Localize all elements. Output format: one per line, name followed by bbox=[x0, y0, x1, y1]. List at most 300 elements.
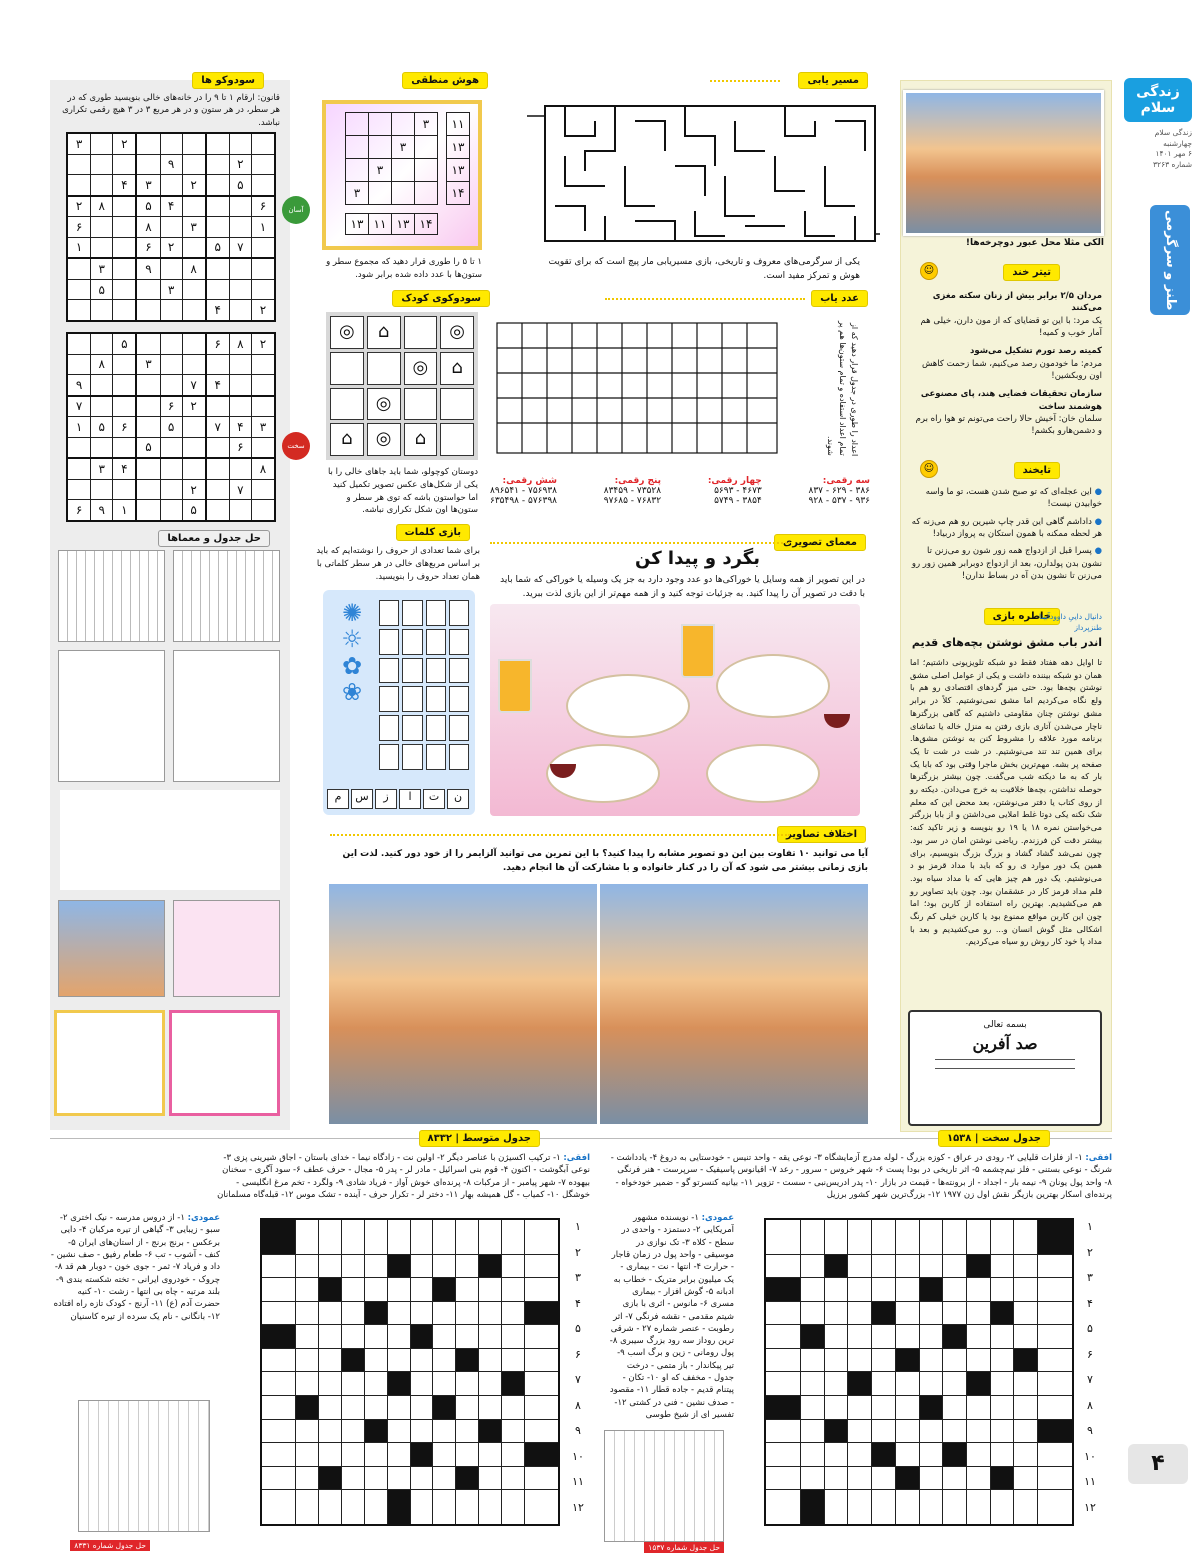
crossword-cell[interactable] bbox=[364, 1254, 387, 1278]
sudoku-cell[interactable] bbox=[182, 437, 206, 458]
sudoku-cell[interactable] bbox=[160, 458, 182, 479]
sudoku-cell[interactable] bbox=[182, 333, 206, 354]
word-cell[interactable] bbox=[402, 715, 422, 741]
crossword-cell[interactable] bbox=[966, 1443, 990, 1467]
sudoku-cell[interactable] bbox=[251, 154, 275, 174]
crossword-cell[interactable] bbox=[1014, 1278, 1038, 1302]
crossword-cell[interactable] bbox=[295, 1419, 318, 1443]
sudoku-cell[interactable] bbox=[67, 154, 91, 174]
crossword-cell[interactable] bbox=[433, 1325, 456, 1349]
sudoku-cell[interactable] bbox=[229, 300, 251, 321]
sudoku-cell[interactable] bbox=[251, 500, 275, 521]
crossword-cell[interactable] bbox=[261, 1466, 295, 1490]
crossword-cell[interactable] bbox=[261, 1395, 295, 1419]
crossword-cell[interactable] bbox=[456, 1278, 479, 1302]
crossword-cell[interactable] bbox=[456, 1372, 479, 1396]
crossword-cell[interactable] bbox=[341, 1419, 364, 1443]
crossword-cell[interactable] bbox=[919, 1419, 943, 1443]
sudoku-cell[interactable] bbox=[229, 133, 251, 154]
crossword-cell[interactable] bbox=[261, 1372, 295, 1396]
crossword-cell[interactable] bbox=[364, 1395, 387, 1419]
sudoku-cell[interactable] bbox=[229, 258, 251, 279]
crossword-cell[interactable] bbox=[318, 1490, 341, 1525]
crossword-cell[interactable] bbox=[502, 1254, 525, 1278]
crossword-cell[interactable] bbox=[456, 1254, 479, 1278]
sudoku-cell[interactable] bbox=[113, 479, 137, 499]
crossword-cell[interactable] bbox=[765, 1490, 801, 1525]
crossword-cell[interactable] bbox=[479, 1301, 502, 1325]
crossword-cell[interactable] bbox=[990, 1325, 1014, 1349]
sudoku-cell[interactable] bbox=[113, 375, 137, 396]
sudoku-cell[interactable] bbox=[113, 396, 137, 417]
crossword-cell[interactable] bbox=[919, 1325, 943, 1349]
crossword-cell[interactable] bbox=[990, 1278, 1014, 1302]
word-cell[interactable] bbox=[379, 715, 399, 741]
crossword-cell[interactable] bbox=[410, 1372, 433, 1396]
sudoku-cell[interactable] bbox=[182, 133, 206, 154]
crossword-cell[interactable] bbox=[410, 1490, 433, 1525]
word-cell[interactable] bbox=[449, 600, 469, 626]
crossword-cell[interactable] bbox=[387, 1395, 410, 1419]
crossword-cell[interactable] bbox=[433, 1219, 456, 1254]
crossword-cell[interactable] bbox=[295, 1466, 318, 1490]
crossword-cell[interactable] bbox=[943, 1466, 967, 1490]
sudoku-cell[interactable] bbox=[229, 458, 251, 479]
sudoku-cell[interactable] bbox=[206, 479, 230, 499]
crossword-cell[interactable] bbox=[966, 1490, 990, 1525]
sudoku-cell[interactable] bbox=[136, 500, 160, 521]
crossword-cell[interactable] bbox=[1037, 1372, 1073, 1396]
crossword-cell[interactable] bbox=[801, 1419, 825, 1443]
crossword-cell[interactable] bbox=[341, 1301, 364, 1325]
crossword-cell[interactable] bbox=[919, 1254, 943, 1278]
crossword-cell[interactable] bbox=[456, 1443, 479, 1467]
sudoku-cell[interactable] bbox=[113, 279, 137, 299]
word-cell[interactable] bbox=[449, 744, 469, 770]
crossword-cell[interactable] bbox=[295, 1443, 318, 1467]
crossword-cell[interactable] bbox=[525, 1325, 559, 1349]
crossword-cell[interactable] bbox=[410, 1466, 433, 1490]
crossword-cell[interactable] bbox=[341, 1219, 364, 1254]
crossword-cell[interactable] bbox=[848, 1325, 872, 1349]
sudoku-cell[interactable] bbox=[91, 300, 113, 321]
sudoku-cell[interactable] bbox=[91, 396, 113, 417]
word-cell[interactable] bbox=[426, 658, 446, 684]
sudoku-cell[interactable] bbox=[136, 479, 160, 499]
sudoku-cell[interactable] bbox=[91, 154, 113, 174]
sudoku-cell[interactable] bbox=[160, 500, 182, 521]
crossword-cell[interactable] bbox=[765, 1219, 801, 1254]
sudoku-cell[interactable] bbox=[251, 479, 275, 499]
kid-sudoku-cell[interactable] bbox=[330, 388, 364, 421]
crossword-cell[interactable] bbox=[765, 1372, 801, 1396]
crossword-cell[interactable] bbox=[502, 1325, 525, 1349]
crossword-cell[interactable] bbox=[919, 1301, 943, 1325]
crossword-cell[interactable] bbox=[765, 1254, 801, 1278]
sudoku-cell[interactable] bbox=[182, 458, 206, 479]
crossword-cell[interactable] bbox=[502, 1348, 525, 1372]
crossword-cell[interactable] bbox=[410, 1219, 433, 1254]
sudoku-cell[interactable] bbox=[206, 175, 230, 196]
crossword-cell[interactable] bbox=[801, 1254, 825, 1278]
sudoku-cell[interactable] bbox=[182, 196, 206, 217]
sudoku-cell[interactable] bbox=[251, 279, 275, 299]
sudoku-cell[interactable] bbox=[91, 375, 113, 396]
crossword-cell[interactable] bbox=[943, 1372, 967, 1396]
crossword-cell[interactable] bbox=[872, 1372, 896, 1396]
crossword-cell[interactable] bbox=[966, 1278, 990, 1302]
crossword-cell[interactable] bbox=[502, 1490, 525, 1525]
crossword-cell[interactable] bbox=[990, 1372, 1014, 1396]
sudoku-cell[interactable] bbox=[67, 175, 91, 196]
word-cell[interactable] bbox=[379, 629, 399, 655]
crossword-cell[interactable] bbox=[895, 1395, 919, 1419]
crossword-cell[interactable] bbox=[387, 1419, 410, 1443]
crossword-cell[interactable] bbox=[433, 1466, 456, 1490]
crossword-cell[interactable] bbox=[943, 1301, 967, 1325]
crossword-cell[interactable] bbox=[318, 1325, 341, 1349]
crossword-cell[interactable] bbox=[525, 1419, 559, 1443]
sudoku-cell[interactable] bbox=[91, 175, 113, 196]
crossword-cell[interactable] bbox=[433, 1443, 456, 1467]
sudoku-cell[interactable] bbox=[113, 258, 137, 279]
crossword-cell[interactable] bbox=[387, 1325, 410, 1349]
crossword-cell[interactable] bbox=[895, 1254, 919, 1278]
kid-sudoku-cell[interactable] bbox=[440, 423, 474, 456]
crossword-cell[interactable] bbox=[943, 1419, 967, 1443]
word-cell[interactable] bbox=[449, 686, 469, 712]
crossword-cell[interactable] bbox=[341, 1443, 364, 1467]
crossword-cell[interactable] bbox=[943, 1348, 967, 1372]
crossword-cell[interactable] bbox=[872, 1325, 896, 1349]
crossword-cell[interactable] bbox=[824, 1219, 848, 1254]
crossword-cell[interactable] bbox=[295, 1372, 318, 1396]
crossword-cell[interactable] bbox=[801, 1466, 825, 1490]
crossword-cell[interactable] bbox=[318, 1219, 341, 1254]
sudoku-cell[interactable] bbox=[229, 217, 251, 237]
sudoku-cell[interactable] bbox=[113, 300, 137, 321]
sudoku-cell[interactable] bbox=[251, 237, 275, 258]
crossword-cell[interactable] bbox=[824, 1348, 848, 1372]
sudoku-cell[interactable] bbox=[160, 133, 182, 154]
crossword-cell[interactable] bbox=[502, 1219, 525, 1254]
word-cell[interactable] bbox=[379, 686, 399, 712]
sudoku-cell[interactable] bbox=[113, 354, 137, 374]
crossword-cell[interactable] bbox=[765, 1443, 801, 1467]
crossword-cell[interactable] bbox=[872, 1348, 896, 1372]
sudoku-cell[interactable] bbox=[136, 133, 160, 154]
crossword-cell[interactable] bbox=[1037, 1278, 1073, 1302]
crossword-cell[interactable] bbox=[479, 1219, 502, 1254]
crossword-cell[interactable] bbox=[364, 1325, 387, 1349]
sudoku-cell[interactable] bbox=[229, 396, 251, 417]
word-cell[interactable] bbox=[402, 658, 422, 684]
kid-sudoku-cell[interactable] bbox=[404, 388, 438, 421]
sudoku-cell[interactable] bbox=[206, 196, 230, 217]
sudoku-cell[interactable] bbox=[136, 333, 160, 354]
crossword-cell[interactable] bbox=[872, 1490, 896, 1525]
sudoku-cell[interactable] bbox=[91, 437, 113, 458]
crossword-cell[interactable] bbox=[990, 1395, 1014, 1419]
kid-sudoku-cell[interactable] bbox=[330, 352, 364, 385]
sudoku-cell[interactable] bbox=[113, 237, 137, 258]
crossword-cell[interactable] bbox=[872, 1278, 896, 1302]
crossword-cell[interactable] bbox=[456, 1219, 479, 1254]
crossword-cell[interactable] bbox=[801, 1372, 825, 1396]
sudoku-cell[interactable] bbox=[113, 217, 137, 237]
crossword-cell[interactable] bbox=[919, 1490, 943, 1525]
sudoku-cell[interactable] bbox=[160, 300, 182, 321]
crossword-cell[interactable] bbox=[801, 1348, 825, 1372]
sudoku-cell[interactable] bbox=[206, 258, 230, 279]
crossword-cell[interactable] bbox=[1014, 1466, 1038, 1490]
crossword-cell[interactable] bbox=[341, 1325, 364, 1349]
crossword-cell[interactable] bbox=[895, 1301, 919, 1325]
crossword-cell[interactable] bbox=[456, 1325, 479, 1349]
sudoku-cell[interactable] bbox=[136, 279, 160, 299]
crossword-cell[interactable] bbox=[387, 1348, 410, 1372]
sudoku-cell[interactable] bbox=[113, 154, 137, 174]
crossword-cell[interactable] bbox=[261, 1254, 295, 1278]
crossword-cell[interactable] bbox=[966, 1395, 990, 1419]
sudoku-cell[interactable] bbox=[91, 133, 113, 154]
crossword-cell[interactable] bbox=[765, 1419, 801, 1443]
crossword-cell[interactable] bbox=[410, 1395, 433, 1419]
crossword-cell[interactable] bbox=[479, 1490, 502, 1525]
crossword-cell[interactable] bbox=[410, 1348, 433, 1372]
crossword-cell[interactable] bbox=[1014, 1419, 1038, 1443]
sudoku-cell[interactable] bbox=[182, 417, 206, 437]
crossword-cell[interactable] bbox=[318, 1395, 341, 1419]
crossword-cell[interactable] bbox=[919, 1348, 943, 1372]
crossword-cell[interactable] bbox=[895, 1372, 919, 1396]
crossword-cell[interactable] bbox=[479, 1466, 502, 1490]
crossword-cell[interactable] bbox=[801, 1395, 825, 1419]
crossword-cell[interactable] bbox=[801, 1278, 825, 1302]
crossword-cell[interactable] bbox=[966, 1348, 990, 1372]
crossword-cell[interactable] bbox=[387, 1301, 410, 1325]
crossword-cell[interactable] bbox=[410, 1278, 433, 1302]
sudoku-cell[interactable] bbox=[91, 479, 113, 499]
crossword-cell[interactable] bbox=[479, 1395, 502, 1419]
word-cell[interactable] bbox=[449, 658, 469, 684]
word-cell[interactable] bbox=[402, 744, 422, 770]
sudoku-cell[interactable] bbox=[160, 333, 182, 354]
crossword-cell[interactable] bbox=[364, 1372, 387, 1396]
crossword-cell[interactable] bbox=[295, 1254, 318, 1278]
sudoku-cell[interactable] bbox=[136, 375, 160, 396]
crossword-cell[interactable] bbox=[824, 1395, 848, 1419]
sudoku-cell[interactable] bbox=[206, 437, 230, 458]
crossword-cell[interactable] bbox=[824, 1278, 848, 1302]
word-cell[interactable] bbox=[426, 744, 446, 770]
crossword-cell[interactable] bbox=[919, 1443, 943, 1467]
crossword-cell[interactable] bbox=[364, 1443, 387, 1467]
crossword-cell[interactable] bbox=[895, 1278, 919, 1302]
sudoku-cell[interactable] bbox=[160, 175, 182, 196]
crossword-cell[interactable] bbox=[895, 1325, 919, 1349]
sudoku-cell[interactable] bbox=[113, 437, 137, 458]
crossword-cell[interactable] bbox=[318, 1348, 341, 1372]
crossword-cell[interactable] bbox=[966, 1301, 990, 1325]
sudoku-cell[interactable] bbox=[206, 279, 230, 299]
crossword-cell[interactable] bbox=[848, 1490, 872, 1525]
crossword-cell[interactable] bbox=[525, 1219, 559, 1254]
crossword-cell[interactable] bbox=[895, 1443, 919, 1467]
kid-sudoku-cell[interactable] bbox=[404, 316, 438, 349]
sudoku-cell[interactable] bbox=[251, 375, 275, 396]
crossword-cell[interactable] bbox=[990, 1419, 1014, 1443]
sudoku-cell[interactable] bbox=[251, 258, 275, 279]
crossword-cell[interactable] bbox=[341, 1490, 364, 1525]
sudoku-cell[interactable] bbox=[67, 479, 91, 499]
crossword-cell[interactable] bbox=[1037, 1254, 1073, 1278]
crossword-cell[interactable] bbox=[525, 1395, 559, 1419]
crossword-cell[interactable] bbox=[872, 1219, 896, 1254]
sudoku-cell[interactable] bbox=[229, 375, 251, 396]
sudoku-cell[interactable] bbox=[229, 500, 251, 521]
crossword-cell[interactable] bbox=[433, 1348, 456, 1372]
crossword-cell[interactable] bbox=[943, 1395, 967, 1419]
crossword-cell[interactable] bbox=[456, 1419, 479, 1443]
sudoku-cell[interactable] bbox=[91, 237, 113, 258]
word-cell[interactable] bbox=[379, 600, 399, 626]
sudoku-cell[interactable] bbox=[67, 354, 91, 374]
crossword-cell[interactable] bbox=[479, 1372, 502, 1396]
crossword-cell[interactable] bbox=[801, 1443, 825, 1467]
crossword-cell[interactable] bbox=[824, 1490, 848, 1525]
crossword-cell[interactable] bbox=[261, 1301, 295, 1325]
crossword-cell[interactable] bbox=[479, 1325, 502, 1349]
crossword-cell[interactable] bbox=[872, 1254, 896, 1278]
crossword-cell[interactable] bbox=[1014, 1219, 1038, 1254]
crossword-cell[interactable] bbox=[966, 1219, 990, 1254]
crossword-cell[interactable] bbox=[261, 1348, 295, 1372]
crossword-cell[interactable] bbox=[1037, 1348, 1073, 1372]
sudoku-cell[interactable] bbox=[182, 279, 206, 299]
crossword-cell[interactable] bbox=[765, 1348, 801, 1372]
sudoku-cell[interactable] bbox=[229, 196, 251, 217]
crossword-cell[interactable] bbox=[943, 1219, 967, 1254]
crossword-cell[interactable] bbox=[1014, 1301, 1038, 1325]
sudoku-cell[interactable] bbox=[67, 458, 91, 479]
crossword-cell[interactable] bbox=[410, 1254, 433, 1278]
crossword-cell[interactable] bbox=[525, 1490, 559, 1525]
sudoku-cell[interactable] bbox=[160, 354, 182, 374]
crossword-cell[interactable] bbox=[433, 1419, 456, 1443]
crossword-cell[interactable] bbox=[966, 1466, 990, 1490]
word-cell[interactable] bbox=[426, 686, 446, 712]
crossword-cell[interactable] bbox=[872, 1395, 896, 1419]
crossword-cell[interactable] bbox=[318, 1443, 341, 1467]
crossword-cell[interactable] bbox=[387, 1219, 410, 1254]
sudoku-cell[interactable] bbox=[251, 396, 275, 417]
sudoku-cell[interactable] bbox=[67, 279, 91, 299]
word-cell[interactable] bbox=[379, 744, 399, 770]
crossword-cell[interactable] bbox=[990, 1490, 1014, 1525]
sudoku-cell[interactable] bbox=[67, 333, 91, 354]
sudoku-cell[interactable] bbox=[136, 300, 160, 321]
crossword-cell[interactable] bbox=[410, 1419, 433, 1443]
crossword-cell[interactable] bbox=[919, 1372, 943, 1396]
sudoku-cell[interactable] bbox=[206, 217, 230, 237]
crossword-cell[interactable] bbox=[261, 1490, 295, 1525]
crossword-cell[interactable] bbox=[341, 1278, 364, 1302]
crossword-cell[interactable] bbox=[479, 1348, 502, 1372]
word-cell[interactable] bbox=[426, 629, 446, 655]
sudoku-cell[interactable] bbox=[136, 458, 160, 479]
crossword-cell[interactable] bbox=[895, 1219, 919, 1254]
crossword-cell[interactable] bbox=[261, 1278, 295, 1302]
crossword-cell[interactable] bbox=[824, 1372, 848, 1396]
crossword-cell[interactable] bbox=[341, 1466, 364, 1490]
crossword-cell[interactable] bbox=[1037, 1325, 1073, 1349]
crossword-cell[interactable] bbox=[848, 1254, 872, 1278]
crossword-cell[interactable] bbox=[433, 1372, 456, 1396]
kid-sudoku-cell[interactable] bbox=[367, 352, 401, 385]
crossword-cell[interactable] bbox=[1037, 1466, 1073, 1490]
crossword-cell[interactable] bbox=[433, 1254, 456, 1278]
crossword-cell[interactable] bbox=[295, 1301, 318, 1325]
word-cell[interactable] bbox=[426, 715, 446, 741]
word-cell[interactable] bbox=[402, 600, 422, 626]
crossword-cell[interactable] bbox=[525, 1278, 559, 1302]
crossword-cell[interactable] bbox=[525, 1372, 559, 1396]
crossword-cell[interactable] bbox=[848, 1301, 872, 1325]
crossword-cell[interactable] bbox=[824, 1466, 848, 1490]
crossword-cell[interactable] bbox=[801, 1301, 825, 1325]
word-cell[interactable] bbox=[402, 629, 422, 655]
crossword-cell[interactable] bbox=[318, 1419, 341, 1443]
crossword-cell[interactable] bbox=[848, 1219, 872, 1254]
sudoku-cell[interactable] bbox=[182, 154, 206, 174]
crossword-cell[interactable] bbox=[1037, 1395, 1073, 1419]
crossword-cell[interactable] bbox=[295, 1348, 318, 1372]
crossword-cell[interactable] bbox=[295, 1490, 318, 1525]
sudoku-cell[interactable] bbox=[136, 417, 160, 437]
crossword-cell[interactable] bbox=[848, 1348, 872, 1372]
sudoku-cell[interactable] bbox=[206, 458, 230, 479]
crossword-cell[interactable] bbox=[848, 1395, 872, 1419]
crossword-cell[interactable] bbox=[966, 1419, 990, 1443]
sudoku-cell[interactable] bbox=[136, 396, 160, 417]
crossword-cell[interactable] bbox=[895, 1490, 919, 1525]
crossword-cell[interactable] bbox=[1014, 1372, 1038, 1396]
sudoku-cell[interactable] bbox=[67, 300, 91, 321]
sudoku-cell[interactable] bbox=[182, 300, 206, 321]
crossword-cell[interactable] bbox=[502, 1419, 525, 1443]
sudoku-cell[interactable] bbox=[160, 479, 182, 499]
sudoku-cell[interactable] bbox=[67, 258, 91, 279]
crossword-cell[interactable] bbox=[943, 1278, 967, 1302]
crossword-cell[interactable] bbox=[295, 1219, 318, 1254]
crossword-cell[interactable] bbox=[341, 1372, 364, 1396]
crossword-cell[interactable] bbox=[364, 1278, 387, 1302]
crossword-cell[interactable] bbox=[479, 1443, 502, 1467]
crossword-cell[interactable] bbox=[502, 1443, 525, 1467]
crossword-cell[interactable] bbox=[848, 1443, 872, 1467]
crossword-cell[interactable] bbox=[765, 1301, 801, 1325]
crossword-cell[interactable] bbox=[341, 1395, 364, 1419]
crossword-cell[interactable] bbox=[433, 1301, 456, 1325]
sudoku-cell[interactable] bbox=[67, 437, 91, 458]
crossword-cell[interactable] bbox=[410, 1301, 433, 1325]
crossword-cell[interactable] bbox=[456, 1490, 479, 1525]
crossword-cell[interactable] bbox=[261, 1419, 295, 1443]
crossword-cell[interactable] bbox=[990, 1219, 1014, 1254]
sudoku-cell[interactable] bbox=[136, 154, 160, 174]
word-cell[interactable] bbox=[449, 629, 469, 655]
